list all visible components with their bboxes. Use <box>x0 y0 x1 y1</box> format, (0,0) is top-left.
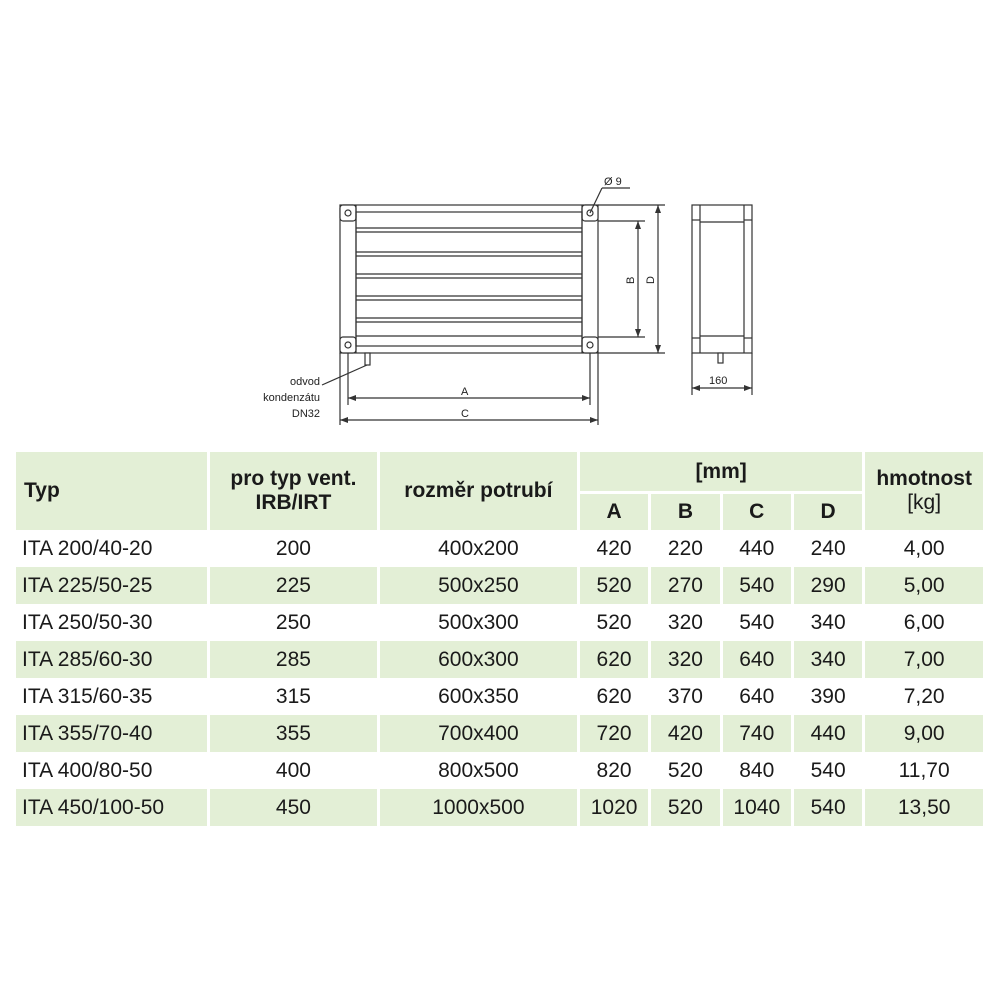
table-row <box>16 567 983 604</box>
cell-d: 540 <box>810 758 846 782</box>
cell-weight: 7,00 <box>865 641 983 678</box>
drain-label-1: odvod <box>290 376 320 388</box>
cell-a: 520 <box>580 567 648 604</box>
table-row <box>16 604 983 641</box>
header-vent-line1: pro typ vent. <box>230 467 357 490</box>
header-b: B <box>651 491 719 530</box>
cell-b: 220 <box>667 536 703 560</box>
cell-c: 540 <box>739 610 775 634</box>
header-unit: [mm] <box>580 452 862 491</box>
cell-a: 720 <box>580 715 648 752</box>
cell-b: 520 <box>667 758 703 782</box>
cell-b: 320 <box>651 641 719 678</box>
cell-rozmer: 800x500 <box>438 758 519 782</box>
cell-rozmer: 1000x500 <box>380 789 577 826</box>
cell-a: 1020 <box>580 789 648 826</box>
table-row <box>16 530 983 567</box>
cell-b: 370 <box>667 684 703 708</box>
header-weight-line2: [kg] <box>907 491 942 514</box>
cell-d: 340 <box>810 610 846 634</box>
cell-b: 420 <box>651 715 719 752</box>
cell-typ: ITA 450/100-50 <box>16 789 207 826</box>
cell-a: 420 <box>596 536 632 560</box>
cell-b: 270 <box>651 567 719 604</box>
cell-c: 640 <box>739 684 775 708</box>
cell-c: 540 <box>723 567 791 604</box>
header-rozmer: rozměr potrubí <box>380 452 577 530</box>
drain-label-3: DN32 <box>291 408 320 420</box>
cell-d: 540 <box>794 789 862 826</box>
cell-typ: ITA 250/50-30 <box>22 610 153 634</box>
cell-vent: 355 <box>210 715 377 752</box>
cell-weight: 6,00 <box>903 610 945 634</box>
cell-weight: 11,70 <box>898 758 950 782</box>
table-row <box>16 715 983 752</box>
header-d: D <box>794 491 862 530</box>
cell-c: 1040 <box>723 789 791 826</box>
cell-d: 290 <box>794 567 862 604</box>
spec-table <box>13 452 986 826</box>
header-vent-line2: IRB/IRT <box>255 491 332 514</box>
header-weight-line1: hmotnost <box>876 467 972 490</box>
cell-d: 390 <box>810 684 846 708</box>
cell-c: 740 <box>723 715 791 752</box>
cell-rozmer: 700x400 <box>380 715 577 752</box>
table-row <box>16 752 983 789</box>
cell-c: 440 <box>739 536 775 560</box>
cell-b: 320 <box>667 610 703 634</box>
cell-weight: 9,00 <box>865 715 983 752</box>
dim-c-label: C <box>461 408 469 420</box>
cell-rozmer: 600x350 <box>438 684 519 708</box>
drain-label-2: kondenzátu <box>263 392 320 404</box>
cell-weight: 7,20 <box>903 684 945 708</box>
cell-rozmer: 600x300 <box>380 641 577 678</box>
cell-a: 620 <box>596 684 632 708</box>
dim-a-label: A <box>461 386 469 398</box>
cell-vent: 285 <box>210 641 377 678</box>
diameter-label: Ø 9 <box>604 176 622 188</box>
cell-c: 640 <box>723 641 791 678</box>
cell-b: 520 <box>651 789 719 826</box>
header-c: C <box>723 491 791 530</box>
header-a: A <box>580 491 648 530</box>
cell-typ: ITA 225/50-25 <box>16 567 207 604</box>
cell-vent: 400 <box>275 758 311 782</box>
cell-a: 820 <box>596 758 632 782</box>
cell-rozmer: 500x300 <box>438 610 519 634</box>
cell-rozmer: 500x250 <box>380 567 577 604</box>
table-row <box>16 678 983 715</box>
cell-typ: ITA 355/70-40 <box>16 715 207 752</box>
table-row <box>16 641 983 678</box>
technical-drawing <box>230 160 790 440</box>
cell-typ: ITA 315/60-35 <box>22 684 153 708</box>
cell-weight: 5,00 <box>865 567 983 604</box>
header-vent <box>210 452 377 530</box>
header-typ: Typ <box>16 452 207 530</box>
cell-c: 840 <box>739 758 775 782</box>
front-view-frame <box>340 205 598 353</box>
table-row <box>16 789 983 826</box>
cell-vent: 225 <box>210 567 377 604</box>
cell-vent: 250 <box>275 610 311 634</box>
dim-b-label: B <box>625 276 637 284</box>
cell-d: 440 <box>794 715 862 752</box>
cell-vent: 450 <box>210 789 377 826</box>
cell-a: 620 <box>580 641 648 678</box>
cell-rozmer: 400x200 <box>438 536 519 560</box>
header-weight <box>865 452 983 530</box>
cell-typ: ITA 400/80-50 <box>22 758 153 782</box>
cell-weight: 13,50 <box>865 789 983 826</box>
cell-typ: ITA 285/60-30 <box>16 641 207 678</box>
cell-typ: ITA 200/40-20 <box>22 536 153 560</box>
depth-label: 160 <box>709 375 728 387</box>
cell-d: 340 <box>794 641 862 678</box>
cell-vent: 200 <box>275 536 311 560</box>
dim-d-label: D <box>645 276 657 284</box>
side-view <box>692 205 752 353</box>
cell-vent: 315 <box>275 684 311 708</box>
cell-weight: 4,00 <box>903 536 945 560</box>
cell-a: 520 <box>596 610 632 634</box>
cell-d: 240 <box>810 536 846 560</box>
